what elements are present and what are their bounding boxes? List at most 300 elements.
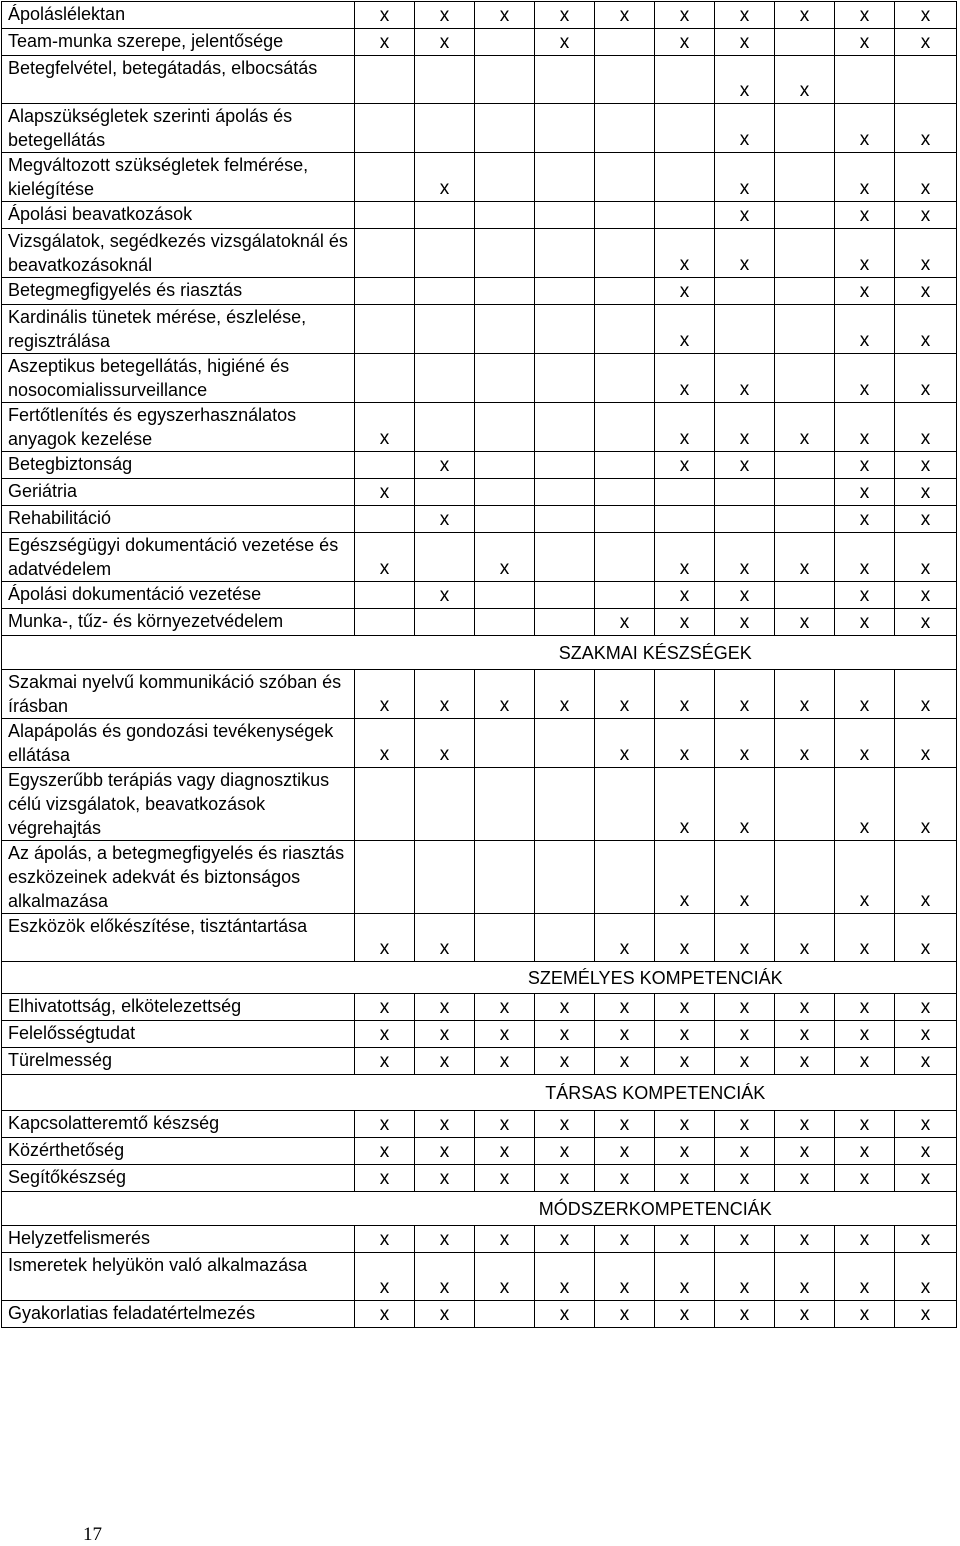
mark-cell: x	[775, 1165, 835, 1192]
mark-cell: x	[535, 1165, 595, 1192]
mark-cell: x	[355, 914, 415, 962]
mark-cell: x	[655, 278, 715, 305]
mark-cell	[355, 582, 415, 609]
mark-cell	[355, 229, 415, 278]
mark-cell: x	[775, 1226, 835, 1253]
mark-cell	[475, 278, 535, 305]
mark-cell: x	[655, 305, 715, 354]
mark-cell: x	[715, 841, 775, 914]
mark-cell: x	[415, 29, 475, 56]
mark-cell: x	[475, 1226, 535, 1253]
mark-cell: x	[595, 1165, 655, 1192]
mark-cell	[355, 452, 415, 479]
section-spacer-cell	[2, 636, 355, 670]
mark-cell	[415, 104, 475, 153]
mark-cell: x	[835, 841, 895, 914]
mark-cell: x	[895, 1021, 957, 1048]
mark-cell	[775, 479, 835, 506]
mark-cell: x	[535, 1048, 595, 1075]
table-row	[2, 1138, 957, 1165]
mark-cell	[775, 29, 835, 56]
mark-cell: x	[715, 609, 775, 636]
mark-cell: x	[775, 1048, 835, 1075]
mark-cell: x	[535, 1021, 595, 1048]
table-row	[2, 609, 957, 636]
table-row	[2, 403, 957, 452]
mark-cell: x	[355, 29, 415, 56]
mark-cell: x	[655, 1165, 715, 1192]
mark-cell: x	[715, 354, 775, 403]
mark-cell	[595, 582, 655, 609]
mark-cell	[535, 768, 595, 841]
mark-cell: x	[415, 582, 475, 609]
row-label: Gyakorlatias feladatértelmezés	[2, 1301, 355, 1328]
mark-cell: x	[775, 670, 835, 719]
mark-cell: x	[355, 1048, 415, 1075]
mark-cell	[595, 278, 655, 305]
row-label: Ápolási beavatkozások	[2, 202, 355, 229]
mark-cell: x	[715, 1301, 775, 1328]
mark-cell	[535, 452, 595, 479]
mark-cell: x	[895, 1301, 957, 1328]
mark-cell	[475, 104, 535, 153]
mark-cell	[775, 506, 835, 533]
mark-cell: x	[715, 914, 775, 962]
mark-cell: x	[895, 609, 957, 636]
row-label: Egyszerűbb terápiás vagy diagnosztikus célú vizsgálatok, beavatkozások végrehajtás	[2, 768, 355, 841]
mark-cell: x	[895, 104, 957, 153]
mark-cell	[775, 582, 835, 609]
mark-cell	[535, 914, 595, 962]
mark-cell	[355, 609, 415, 636]
mark-cell	[595, 305, 655, 354]
table-row	[2, 1253, 957, 1301]
table-row	[2, 202, 957, 229]
mark-cell: x	[715, 229, 775, 278]
mark-cell: x	[715, 1111, 775, 1138]
mark-cell: x	[535, 994, 595, 1021]
mark-cell	[775, 768, 835, 841]
mark-cell	[775, 841, 835, 914]
mark-cell: x	[835, 1111, 895, 1138]
mark-cell: x	[835, 609, 895, 636]
mark-cell: x	[715, 719, 775, 768]
mark-cell	[595, 506, 655, 533]
mark-cell	[355, 354, 415, 403]
table-row	[2, 1301, 957, 1328]
mark-cell: x	[535, 1111, 595, 1138]
mark-cell	[415, 278, 475, 305]
mark-cell	[475, 403, 535, 452]
mark-cell: x	[535, 2, 595, 29]
mark-cell	[535, 582, 595, 609]
mark-cell	[775, 354, 835, 403]
mark-cell	[475, 202, 535, 229]
mark-cell: x	[835, 1301, 895, 1328]
table-row	[2, 2, 957, 29]
mark-cell: x	[715, 56, 775, 104]
mark-cell: x	[655, 994, 715, 1021]
mark-cell	[535, 354, 595, 403]
row-label: Ápoláslélektan	[2, 2, 355, 29]
mark-cell: x	[655, 768, 715, 841]
mark-cell: x	[775, 1301, 835, 1328]
mark-cell: x	[595, 1111, 655, 1138]
mark-cell	[595, 153, 655, 202]
mark-cell: x	[595, 1138, 655, 1165]
mark-cell: x	[535, 29, 595, 56]
mark-cell: x	[355, 1301, 415, 1328]
mark-cell: x	[835, 452, 895, 479]
row-label: Szakmai nyelvű kommunikáció szóban és írásban	[2, 670, 355, 719]
mark-cell: x	[475, 2, 535, 29]
mark-cell: x	[895, 1138, 957, 1165]
section-title: SZAKMAI KÉSZSÉGEK	[355, 636, 957, 670]
mark-cell: x	[715, 153, 775, 202]
table-row	[2, 104, 957, 153]
mark-cell: x	[835, 29, 895, 56]
mark-cell	[475, 479, 535, 506]
table-row	[2, 1226, 957, 1253]
mark-cell: x	[835, 1165, 895, 1192]
mark-cell: x	[655, 1301, 715, 1328]
table-row	[2, 29, 957, 56]
mark-cell: x	[475, 670, 535, 719]
mark-cell: x	[655, 1138, 715, 1165]
mark-cell: x	[775, 56, 835, 104]
mark-cell: x	[715, 1048, 775, 1075]
mark-cell: x	[835, 1048, 895, 1075]
mark-cell	[535, 104, 595, 153]
mark-cell: x	[835, 1253, 895, 1301]
mark-cell	[595, 533, 655, 582]
row-label: Betegmegfigyelés és riasztás	[2, 278, 355, 305]
mark-cell: x	[895, 1111, 957, 1138]
row-label: Betegfelvétel, betegátadás, elbocsátás	[2, 56, 355, 104]
row-label: Team-munka szerepe, jelentősége	[2, 29, 355, 56]
mark-cell: x	[655, 609, 715, 636]
mark-cell: x	[355, 1165, 415, 1192]
mark-cell: x	[835, 1138, 895, 1165]
mark-cell	[475, 354, 535, 403]
mark-cell: x	[415, 452, 475, 479]
mark-cell: x	[595, 719, 655, 768]
mark-cell	[475, 305, 535, 354]
mark-cell	[475, 153, 535, 202]
mark-cell	[595, 202, 655, 229]
row-label: Munka-, tűz- és környezetvédelem	[2, 609, 355, 636]
mark-cell	[535, 533, 595, 582]
mark-cell	[595, 403, 655, 452]
mark-cell: x	[715, 1253, 775, 1301]
row-label: Aszeptikus betegellátás, higiéné és nosocomialissurveillance	[2, 354, 355, 403]
mark-cell	[415, 305, 475, 354]
mark-cell: x	[895, 670, 957, 719]
mark-cell	[775, 452, 835, 479]
mark-cell	[415, 354, 475, 403]
row-label: Eszközök előkészítése, tisztántartása	[2, 914, 355, 962]
mark-cell: x	[835, 1021, 895, 1048]
mark-cell: x	[655, 1111, 715, 1138]
mark-cell: x	[655, 670, 715, 719]
mark-cell: x	[715, 768, 775, 841]
mark-cell: x	[475, 1048, 535, 1075]
mark-cell	[415, 403, 475, 452]
mark-cell: x	[895, 29, 957, 56]
mark-cell: x	[415, 1111, 475, 1138]
mark-cell: x	[895, 533, 957, 582]
mark-cell: x	[595, 1301, 655, 1328]
mark-cell: x	[415, 994, 475, 1021]
mark-cell	[475, 56, 535, 104]
table-body	[2, 2, 957, 1328]
section-spacer-cell	[2, 1192, 355, 1226]
mark-cell: x	[415, 1138, 475, 1165]
mark-cell	[475, 582, 535, 609]
mark-cell	[655, 479, 715, 506]
row-label: Türelmesség	[2, 1048, 355, 1075]
mark-cell: x	[415, 1021, 475, 1048]
mark-cell: x	[355, 1253, 415, 1301]
row-label: Egészségügyi dokumentáció vezetése és adatvédelem	[2, 533, 355, 582]
mark-cell: x	[835, 533, 895, 582]
mark-cell	[595, 768, 655, 841]
mark-cell: x	[715, 29, 775, 56]
mark-cell: x	[775, 994, 835, 1021]
table-row	[2, 1021, 957, 1048]
mark-cell	[475, 768, 535, 841]
page-number: 17	[83, 1524, 102, 1545]
mark-cell: x	[835, 202, 895, 229]
mark-cell: x	[655, 229, 715, 278]
mark-cell	[595, 354, 655, 403]
mark-cell: x	[715, 582, 775, 609]
mark-cell: x	[655, 29, 715, 56]
section-title: MÓDSZERKOMPETENCIÁK	[355, 1192, 957, 1226]
table-row	[2, 229, 957, 278]
mark-cell: x	[895, 994, 957, 1021]
table-row	[2, 506, 957, 533]
table-row	[2, 533, 957, 582]
mark-cell	[595, 479, 655, 506]
section-spacer-cell	[2, 1075, 355, 1111]
mark-cell: x	[535, 1226, 595, 1253]
mark-cell	[415, 841, 475, 914]
mark-cell: x	[355, 533, 415, 582]
mark-cell: x	[715, 202, 775, 229]
mark-cell	[475, 1301, 535, 1328]
mark-cell: x	[415, 1048, 475, 1075]
mark-cell: x	[655, 354, 715, 403]
table-row	[2, 994, 957, 1021]
mark-cell: x	[535, 1253, 595, 1301]
mark-cell	[595, 229, 655, 278]
mark-cell	[835, 56, 895, 104]
mark-cell	[655, 56, 715, 104]
mark-cell: x	[355, 403, 415, 452]
row-label: Felelősségtudat	[2, 1021, 355, 1048]
mark-cell: x	[775, 1021, 835, 1048]
row-label: Kardinális tünetek mérése, észlelése, regisztrálása	[2, 305, 355, 354]
mark-cell: x	[355, 2, 415, 29]
mark-cell: x	[475, 1253, 535, 1301]
mark-cell: x	[715, 670, 775, 719]
table-row	[2, 1111, 957, 1138]
section-header-row	[2, 636, 957, 670]
mark-cell	[535, 506, 595, 533]
mark-cell: x	[655, 533, 715, 582]
section-header-row	[2, 962, 957, 994]
mark-cell	[415, 609, 475, 636]
mark-cell	[655, 202, 715, 229]
section-header-row	[2, 1075, 957, 1111]
mark-cell: x	[475, 1138, 535, 1165]
mark-cell: x	[775, 1111, 835, 1138]
mark-cell	[475, 506, 535, 533]
mark-cell	[355, 841, 415, 914]
mark-cell: x	[835, 104, 895, 153]
section-spacer-cell	[2, 962, 355, 994]
mark-cell	[775, 153, 835, 202]
mark-cell: x	[715, 533, 775, 582]
mark-cell: x	[895, 305, 957, 354]
mark-cell	[775, 104, 835, 153]
mark-cell	[475, 609, 535, 636]
mark-cell: x	[835, 229, 895, 278]
mark-cell	[715, 479, 775, 506]
mark-cell: x	[775, 914, 835, 962]
mark-cell	[355, 56, 415, 104]
mark-cell	[535, 719, 595, 768]
mark-cell: x	[895, 1226, 957, 1253]
mark-cell: x	[355, 479, 415, 506]
mark-cell: x	[775, 1253, 835, 1301]
mark-cell: x	[655, 841, 715, 914]
mark-cell	[595, 841, 655, 914]
mark-cell: x	[595, 1021, 655, 1048]
mark-cell: x	[595, 609, 655, 636]
row-label: Ápolási dokumentáció vezetése	[2, 582, 355, 609]
mark-cell	[475, 914, 535, 962]
mark-cell: x	[895, 2, 957, 29]
row-label: Elhivatottság, elkötelezettség	[2, 994, 355, 1021]
mark-cell	[535, 153, 595, 202]
mark-cell: x	[895, 229, 957, 278]
mark-cell	[355, 768, 415, 841]
mark-cell: x	[835, 1226, 895, 1253]
mark-cell: x	[895, 403, 957, 452]
mark-cell: x	[835, 768, 895, 841]
mark-cell: x	[595, 994, 655, 1021]
mark-cell: x	[715, 452, 775, 479]
mark-cell: x	[835, 914, 895, 962]
mark-cell	[355, 153, 415, 202]
mark-cell: x	[835, 2, 895, 29]
mark-cell: x	[355, 670, 415, 719]
mark-cell: x	[655, 1226, 715, 1253]
mark-cell: x	[835, 479, 895, 506]
row-label: Alapápolás és gondozási tevékenységek ellátása	[2, 719, 355, 768]
mark-cell: x	[475, 994, 535, 1021]
mark-cell	[355, 305, 415, 354]
table-row	[2, 354, 957, 403]
row-label: Fertőtlenítés és egyszerhasználatos anyagok kezelése	[2, 403, 355, 452]
mark-cell: x	[355, 1138, 415, 1165]
row-label: Geriátria	[2, 479, 355, 506]
section-title: SZEMÉLYES KOMPETENCIÁK	[355, 962, 957, 994]
mark-cell: x	[775, 1138, 835, 1165]
table-row	[2, 153, 957, 202]
mark-cell: x	[835, 305, 895, 354]
mark-cell: x	[415, 1253, 475, 1301]
mark-cell: x	[775, 609, 835, 636]
mark-cell: x	[595, 2, 655, 29]
mark-cell: x	[895, 768, 957, 841]
competency-matrix-table	[1, 1, 957, 1328]
mark-cell: x	[415, 153, 475, 202]
row-label: Vizsgálatok, segédkezés vizsgálatoknál és beavatkozásoknál	[2, 229, 355, 278]
mark-cell: x	[775, 533, 835, 582]
mark-cell	[775, 229, 835, 278]
mark-cell: x	[895, 278, 957, 305]
mark-cell: x	[895, 1048, 957, 1075]
mark-cell: x	[595, 670, 655, 719]
table-row	[2, 582, 957, 609]
table-row	[2, 841, 957, 914]
mark-cell: x	[655, 403, 715, 452]
mark-cell: x	[895, 1165, 957, 1192]
mark-cell	[535, 202, 595, 229]
mark-cell: x	[595, 1253, 655, 1301]
mark-cell	[595, 452, 655, 479]
mark-cell	[775, 278, 835, 305]
mark-cell: x	[895, 1253, 957, 1301]
mark-cell: x	[835, 354, 895, 403]
table-row	[2, 479, 957, 506]
mark-cell: x	[655, 452, 715, 479]
mark-cell	[535, 479, 595, 506]
mark-cell: x	[775, 403, 835, 452]
mark-cell	[415, 229, 475, 278]
mark-cell: x	[475, 1021, 535, 1048]
mark-cell	[595, 29, 655, 56]
mark-cell: x	[655, 2, 715, 29]
mark-cell: x	[715, 1226, 775, 1253]
table-row	[2, 768, 957, 841]
mark-cell: x	[535, 670, 595, 719]
row-label: Segítőkészség	[2, 1165, 355, 1192]
mark-cell: x	[535, 1301, 595, 1328]
mark-cell: x	[655, 1048, 715, 1075]
mark-cell	[415, 479, 475, 506]
mark-cell: x	[895, 479, 957, 506]
mark-cell: x	[355, 1226, 415, 1253]
mark-cell	[595, 56, 655, 104]
mark-cell: x	[835, 506, 895, 533]
mark-cell	[415, 202, 475, 229]
row-label: Betegbiztonság	[2, 452, 355, 479]
table-row	[2, 719, 957, 768]
mark-cell	[475, 452, 535, 479]
mark-cell	[415, 56, 475, 104]
mark-cell: x	[835, 670, 895, 719]
mark-cell: x	[655, 582, 715, 609]
mark-cell: x	[475, 1165, 535, 1192]
mark-cell	[415, 768, 475, 841]
mark-cell: x	[895, 506, 957, 533]
mark-cell: x	[715, 994, 775, 1021]
mark-cell	[535, 609, 595, 636]
